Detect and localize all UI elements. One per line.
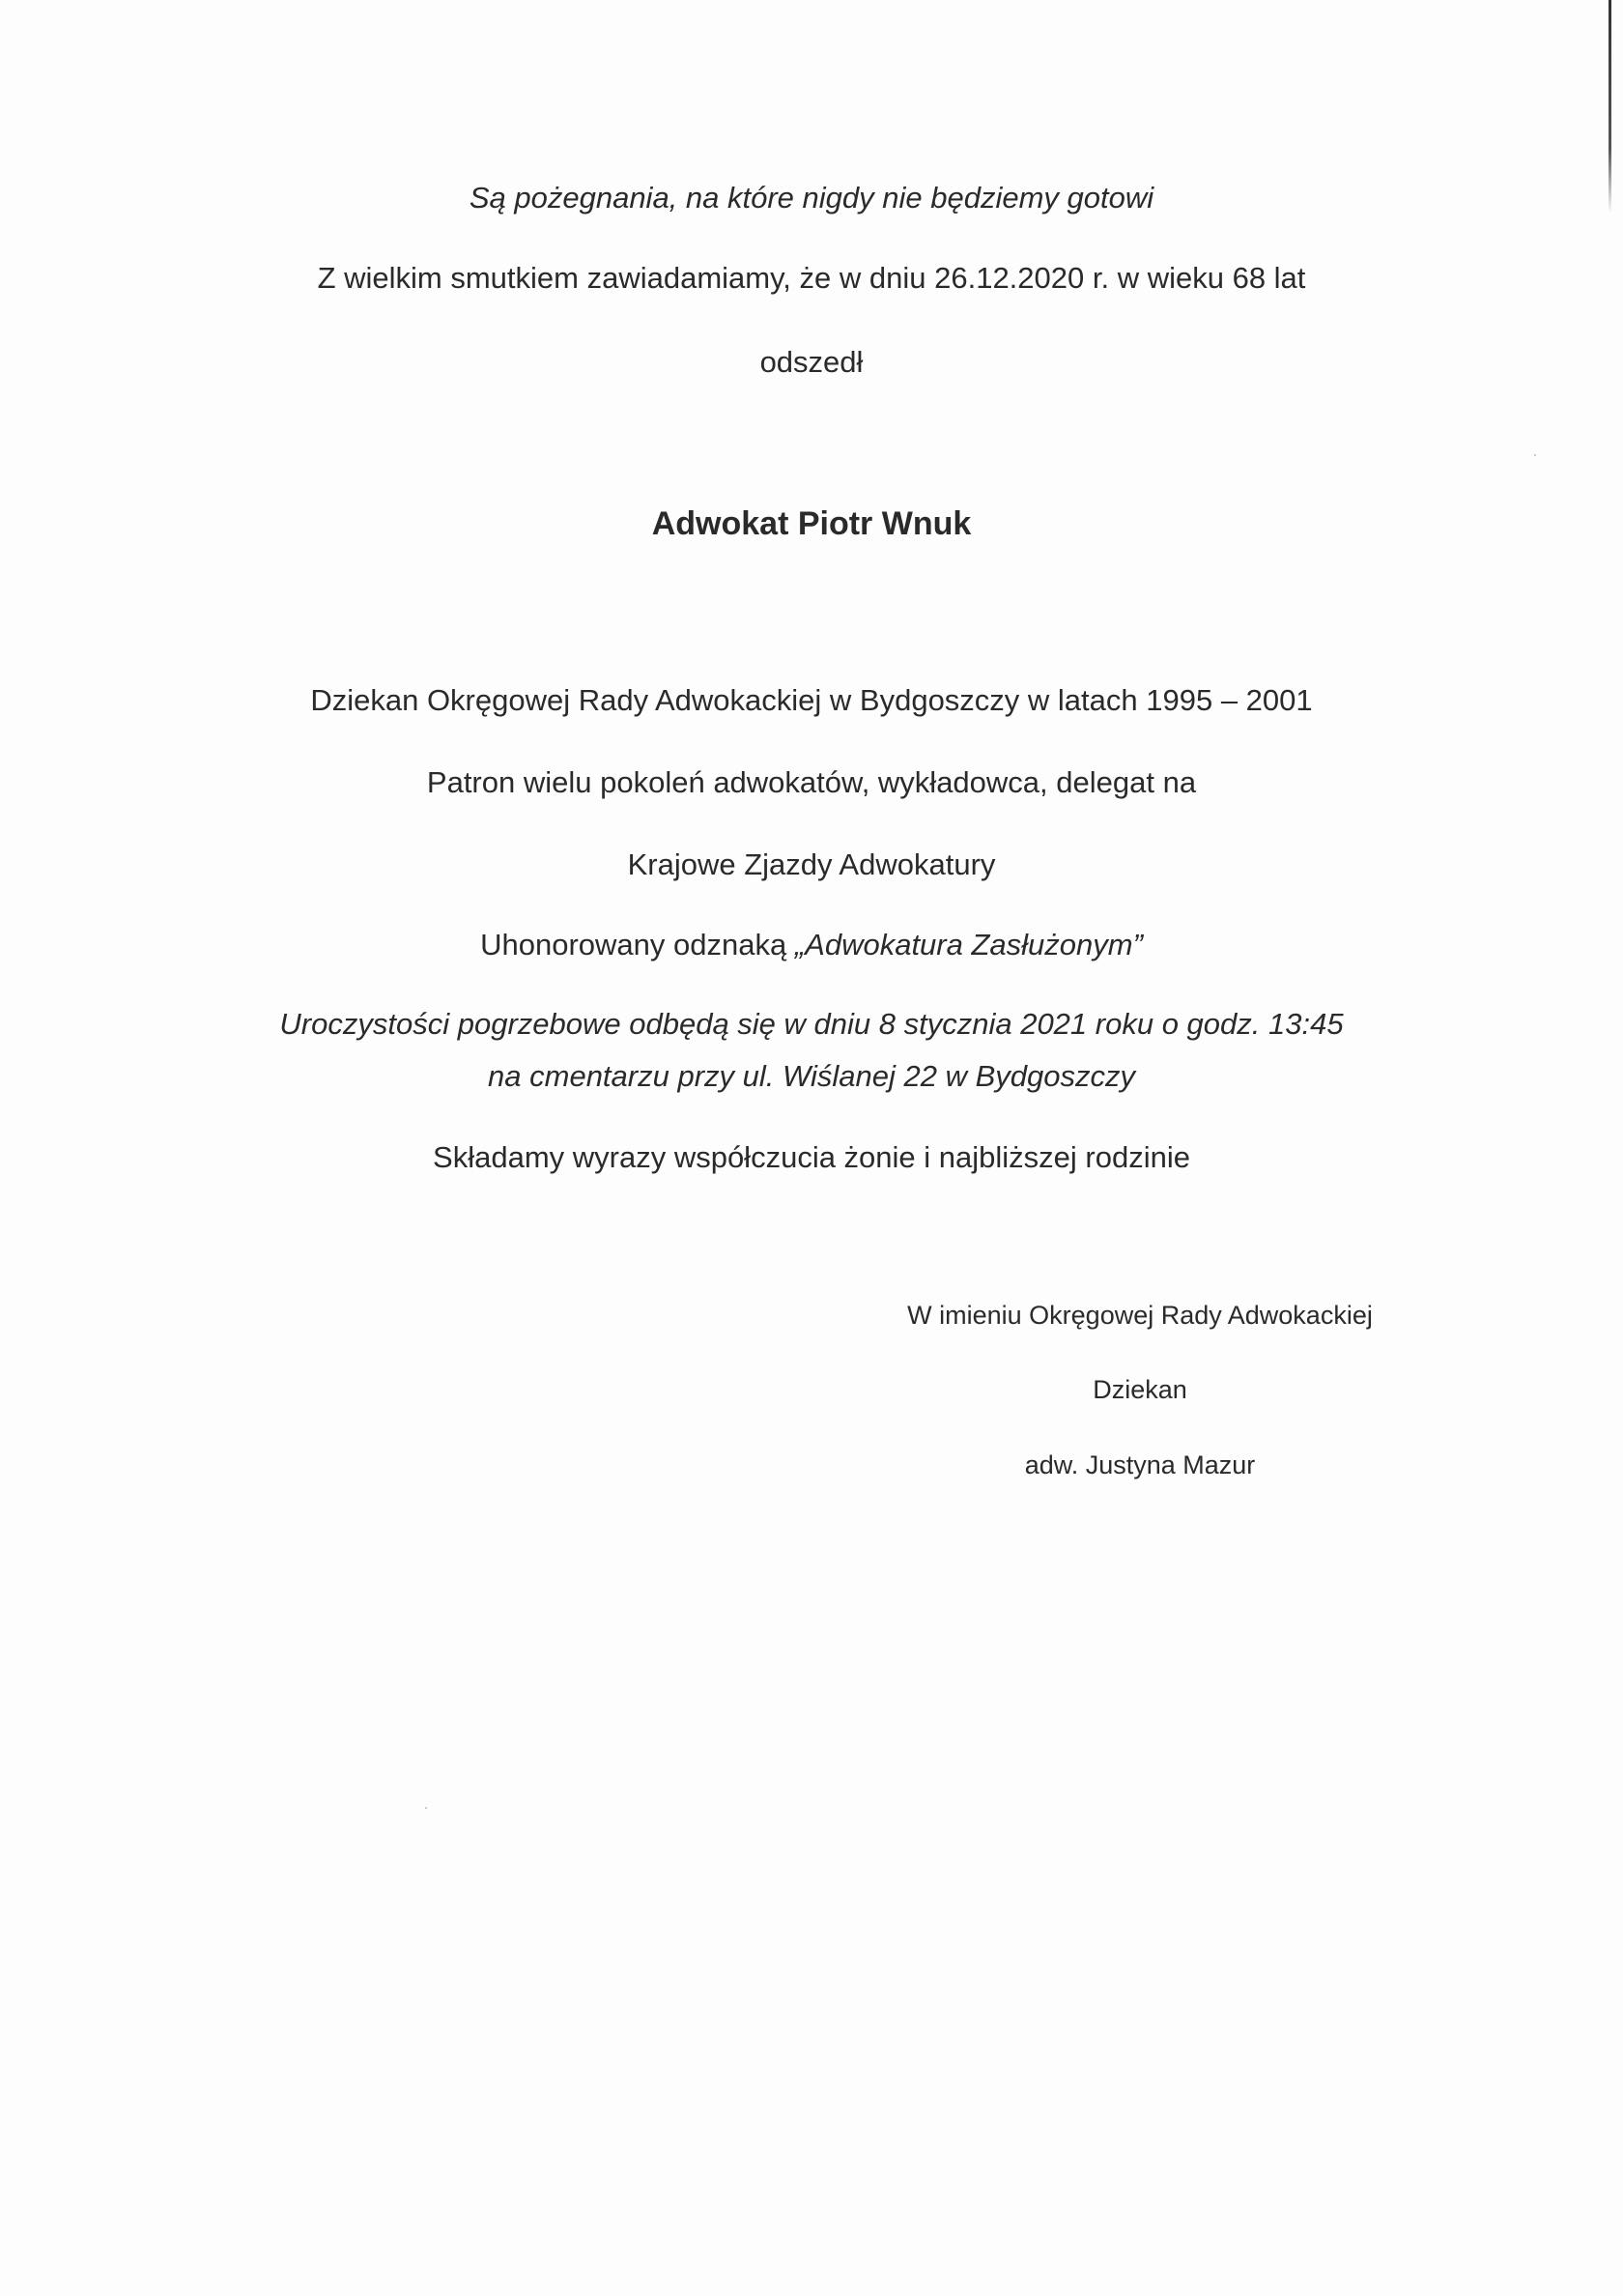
patron-line-2: Krajowe Zjazdy Adwokatury bbox=[627, 847, 996, 881]
funeral-line-1: Uroczystości pogrzebowe odbędą się w dniu 8 stycznia 2021 roku o godz. 13:45 bbox=[279, 1007, 1344, 1041]
role-line: Dziekan Okręgowej Rady Adwokackiej w Bydgoszczy w latach 1995 – 2001 bbox=[310, 683, 1313, 717]
patron-line-1: Patron wielu pokoleń adwokatów, wykładowca, delegat na bbox=[426, 765, 1197, 799]
honor-prefix: Uhonorowany odznaką bbox=[480, 928, 787, 961]
condolences-line: Składamy wyrazy współczucia żonie i najbliższej rodzinie bbox=[433, 1140, 1190, 1174]
announcement-line: Z wielkim smutkiem zawiadamiamy, że w dniu 26.12.2020 r. w wieku 68 lat bbox=[317, 261, 1306, 295]
honor-line bbox=[0, 926, 1623, 964]
signature-name: adw. Justyna Mazur bbox=[1024, 1450, 1256, 1479]
deceased-name: Adwokat Piotr Wnuk bbox=[651, 505, 972, 542]
signature-title: Dziekan bbox=[1093, 1375, 1187, 1404]
signature-on-behalf: W imieniu Okręgowej Rady Adwokackiej bbox=[907, 1301, 1373, 1330]
honor-title: „Adwokatura Zasłużonym” bbox=[794, 928, 1143, 961]
scan-speck bbox=[425, 1807, 427, 1809]
scan-speck bbox=[1534, 454, 1536, 456]
funeral-line-2: na cmentarzu przy ul. Wiślanej 22 w Bydgoszczy bbox=[488, 1059, 1135, 1093]
opening-line: Są pożegnania, na które nigdy nie będziemy gotowi bbox=[469, 181, 1154, 215]
departed-line: odszedł bbox=[759, 345, 864, 379]
